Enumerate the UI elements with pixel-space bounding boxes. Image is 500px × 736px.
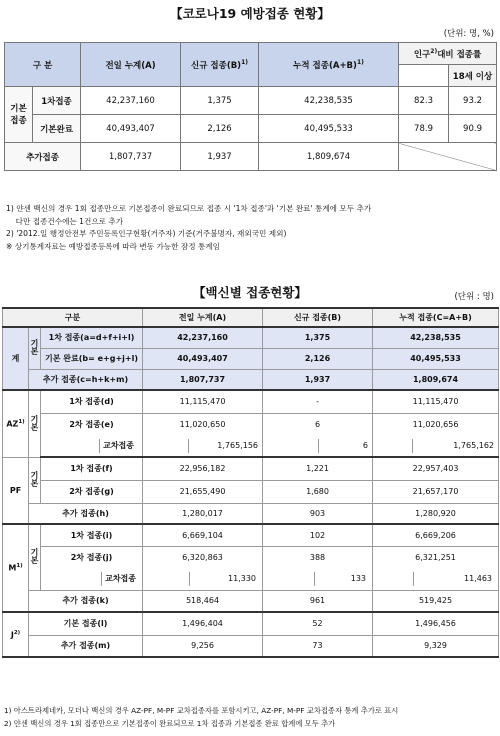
table-cell: 1,765,162: [373, 435, 499, 457]
table-cell: 1,375: [263, 327, 373, 348]
footnote: 2) 얀센 백신의 경우 1회 접종만으로 기본접종이 완료되므로 1차 접종과 기본접종 완료 합계에 모두 추가: [4, 719, 336, 728]
table-cell: 519,425: [373, 590, 499, 612]
az-side-label: AZ$^{1)}$: [3, 390, 29, 457]
header-cum: 누적 접종(C=A+B): [373, 308, 499, 327]
row-label: 추가 접종(m): [29, 635, 143, 657]
table-cell: 42,237,160: [143, 327, 263, 348]
section-title: 【백신별 접종현황】: [193, 285, 307, 300]
row-label: 1차접종: [33, 87, 81, 115]
row-label: 1차 접종(f): [41, 457, 143, 480]
table-cell: 1,496,404: [143, 612, 263, 635]
row-label: 2차 접종(j): [41, 546, 143, 568]
basic-label: 기본: [29, 457, 41, 503]
table-cell: 40,493,407: [81, 115, 181, 143]
row-label: 기본완료: [33, 115, 81, 143]
table-cell: 1,496,456: [373, 612, 499, 635]
table-cell: -: [263, 390, 373, 413]
table-cell: 78.9: [399, 115, 449, 143]
footnotes-bottom: [4, 704, 498, 730]
table-cell: 9,256: [143, 635, 263, 657]
row-label: 기본 접종(l): [29, 612, 143, 635]
table-cell: 6,320,863: [143, 546, 263, 568]
table-cell: 518,464: [143, 590, 263, 612]
table-cell: 1,280,017: [143, 503, 263, 524]
table-cell: 2,126: [263, 348, 373, 369]
table-cell: 82.3: [399, 87, 449, 115]
header-category: 구 분: [5, 43, 81, 87]
basic-label: 기본: [29, 390, 41, 457]
table-cell: 9,329: [373, 635, 499, 657]
row-label: 추가 접종(h): [29, 503, 143, 524]
table-cell: 22,956,182: [143, 457, 263, 480]
table-cell: 1,221: [263, 457, 373, 480]
j-side-label: $J^{2)}$: [3, 612, 29, 657]
table-cell: 11,463: [373, 568, 499, 590]
table-cell: 2,126: [181, 115, 259, 143]
row-label: 1차 접종(d): [41, 390, 143, 413]
basic-label: 기본: [29, 327, 41, 369]
header-rate: 인구$^{2)}$대비 접종률: [399, 43, 497, 65]
table-cell: 40,493,407: [143, 348, 263, 369]
footnote: 다만 접종건수에는 1건으로 추가: [6, 216, 124, 226]
table-cell: 1,937: [263, 369, 373, 390]
table-cell: 1,375: [181, 87, 259, 115]
footnote: 1) 아스트라제네카, 모더나 백신의 경우 AZ-PF, M-PF 교차접종자를 포함시키고, AZ-PF, M-PF 교차접종자 통계 추가로 표시: [4, 706, 399, 715]
total-side-label: 계: [3, 327, 29, 390]
footnote: ※ 상기통계자료는 예방접종등록에 따라 변동 가능한 잠정 통계임: [6, 241, 220, 251]
table-cell: 11,115,470: [143, 390, 263, 413]
header-prev-total: 전일 누계(A): [81, 43, 181, 87]
table-cell: 40,495,533: [373, 348, 499, 369]
table-cell: 133: [263, 568, 373, 590]
page-title: 【코로나19 예방접종 현황】: [170, 6, 330, 21]
m-side-label: $M^{1)}$: [3, 524, 29, 612]
group-basic-label: 기본 접종: [5, 87, 33, 143]
row-label: 추가접종: [5, 143, 81, 171]
table-cell: 388: [263, 546, 373, 568]
table-cell: 6,669,206: [373, 524, 499, 546]
header-cumulative: 누적 접종$(A+B)^{1)}$: [259, 43, 399, 87]
row-label: 기본 완료(b= e+g+j+l): [41, 348, 143, 369]
pf-side-label: PF: [3, 457, 29, 524]
table-cell: 1,807,737: [143, 369, 263, 390]
table-cell: 6: [263, 435, 373, 457]
table-cell: 22,957,403: [373, 457, 499, 480]
footnote: 2) '2012.일 행정안전부 주민등록인구현황(거주자) 기준(거주불명자, 재외국민 제외): [6, 229, 287, 238]
table-cell: 73: [263, 635, 373, 657]
table-cell: 11,020,650: [143, 413, 263, 435]
table-cell: 1,680: [263, 480, 373, 503]
diagonal-cell: [399, 143, 497, 171]
table-cell: 21,655,490: [143, 480, 263, 503]
table-cell: 6,321,251: [373, 546, 499, 568]
table-cell: 903: [263, 503, 373, 524]
table-cell: 42,238,535: [259, 87, 399, 115]
table-cell: 93.2: [449, 87, 497, 115]
header-prev: 전일 누계(A): [143, 308, 263, 327]
vaccine-type-table: [2, 307, 499, 658]
cross-label: 교차접종: [41, 568, 143, 590]
header-age18: 18세 이상: [449, 65, 497, 87]
unit-label: (단위: 명, %): [443, 29, 494, 39]
cross-label: 교차접종: [41, 435, 143, 457]
vaccination-status-table: [4, 42, 497, 171]
table-cell: 6,669,104: [143, 524, 263, 546]
table-cell: 11,115,470: [373, 390, 499, 413]
table-cell: 52: [263, 612, 373, 635]
table-cell: 11,020,656: [373, 413, 499, 435]
header-category: 구분: [3, 308, 143, 327]
row-label: 2차 접종(g): [41, 480, 143, 503]
row-label: 1차 접종(i): [41, 524, 143, 546]
basic-label: 기본: [29, 524, 41, 590]
table-cell: 11,330: [143, 568, 263, 590]
table-cell: 42,238,535: [373, 327, 499, 348]
table-cell: 102: [263, 524, 373, 546]
table-cell: 6: [263, 413, 373, 435]
table-cell: 1,280,920: [373, 503, 499, 524]
row-label: 추가 접종(c=h+k+m): [29, 369, 143, 390]
table-cell: 1,937: [181, 143, 259, 171]
table-cell: 961: [263, 590, 373, 612]
header-new: 신규 접종(B): [263, 308, 373, 327]
row-label: 2차 접종(e): [41, 413, 143, 435]
table-cell: 40,495,533: [259, 115, 399, 143]
table-cell: 1,809,674: [259, 143, 399, 171]
table-cell: 90.9: [449, 115, 497, 143]
table-cell: 1,807,737: [81, 143, 181, 171]
unit-label: (단위 : 명): [454, 292, 494, 302]
table-cell: 1,809,674: [373, 369, 499, 390]
row-label: 추가 접종(k): [29, 590, 143, 612]
header-new: 신규 접종$(B)^{1)}$: [181, 43, 259, 87]
table-cell: 1,765,156: [143, 435, 263, 457]
footnote: 1) 얀센 백신의 경우 1회 접종만으로 기본접종이 완료되므로 접종 시 '1차 접종'과 '기본 완료' 통계에 모두 추가: [6, 204, 372, 213]
footnotes: [6, 203, 496, 253]
row-label: 1차 접종(a=d+f+i+l): [41, 327, 143, 348]
table-cell: 42,237,160: [81, 87, 181, 115]
table-cell: 21,657,170: [373, 480, 499, 503]
